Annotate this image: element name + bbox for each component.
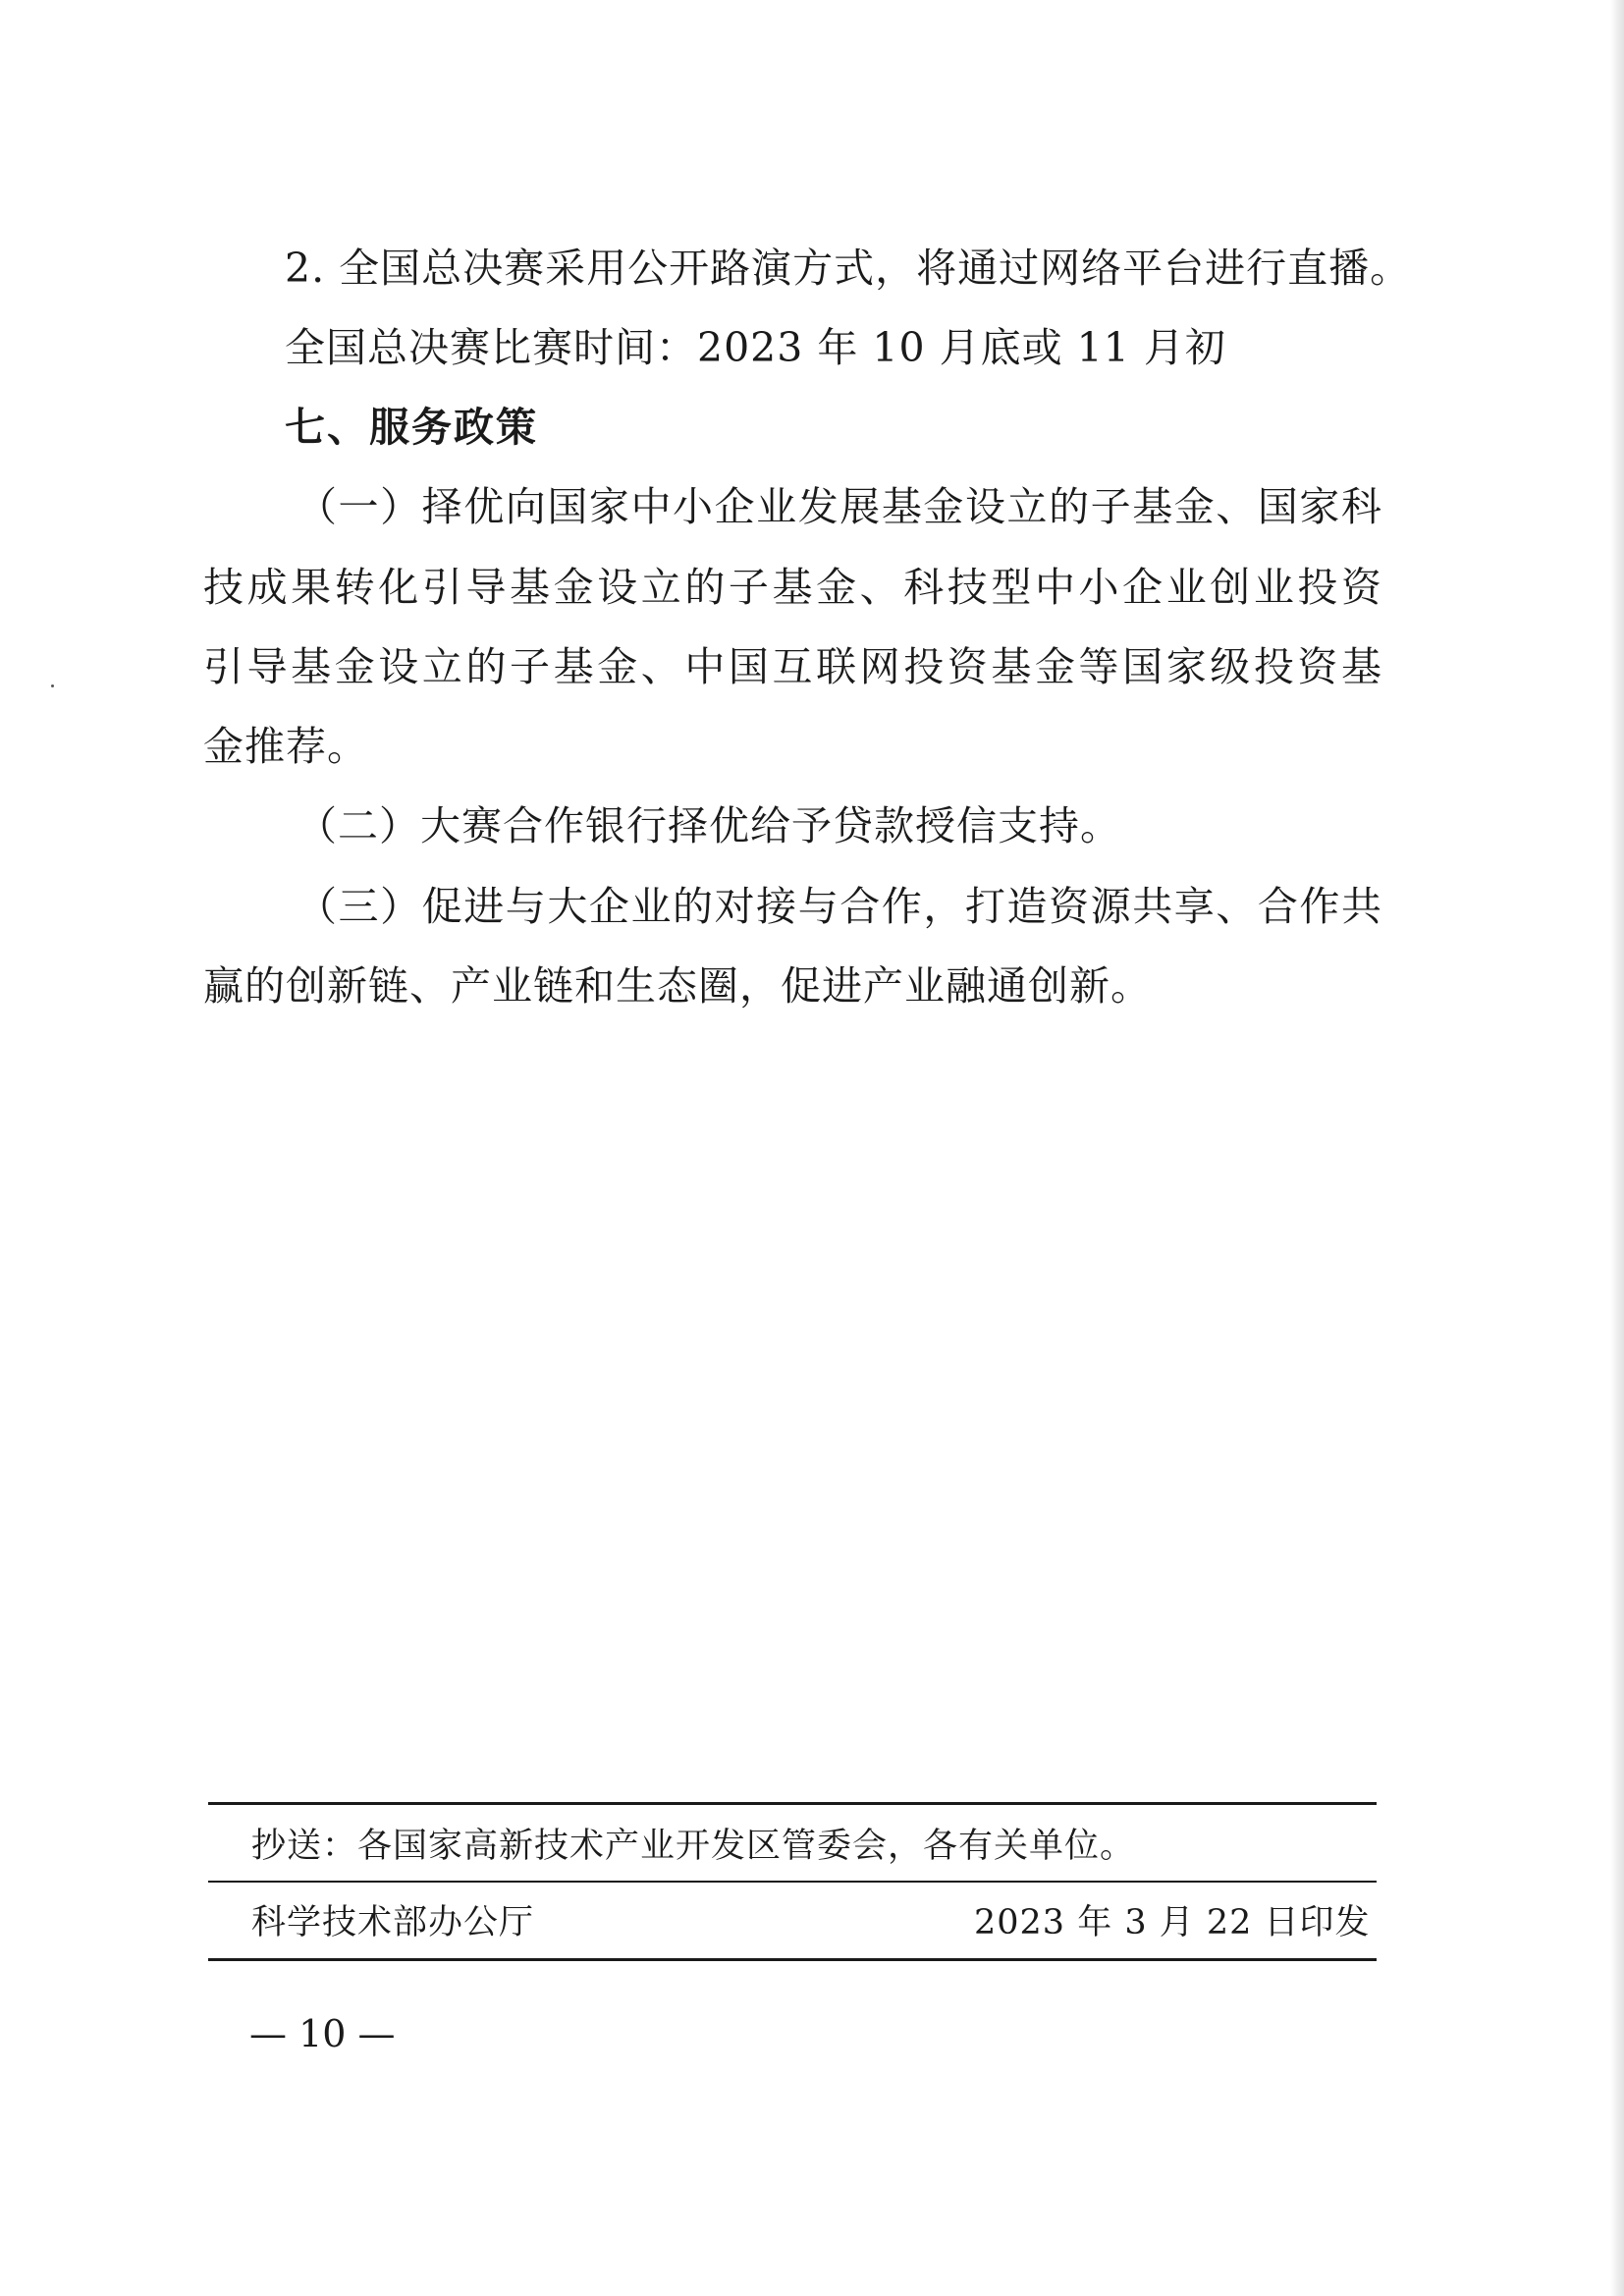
final-time-text: 全国总决赛比赛时间：2023 年 10 月底或 11 月初 — [285, 324, 1226, 371]
policy-3-line: 赢的创新链、产业链和生态圈，促进产业融通创新。 — [203, 962, 1152, 1010]
policy-2-text: （二）大赛合作银行择优给予贷款授信支持。 — [297, 802, 1121, 849]
footer-top-rule — [208, 1802, 1377, 1805]
policy-1-line: 引导基金设立的子基金、中国互联网投资基金等国家级投资基 — [203, 643, 1381, 690]
cc-line: 抄送：各国家高新技术产业开发区管委会，各有关单位。 — [251, 1827, 1136, 1866]
issuer-name: 科学技术部办公厅 — [251, 1903, 535, 1942]
policy-1-line: （一）择优向国家中小企业发展基金设立的子基金、国家科 — [297, 483, 1381, 530]
scan-speck — [51, 684, 54, 687]
footer-middle-rule — [208, 1881, 1377, 1883]
page-number: — 10 — — [249, 2012, 396, 2055]
policy-3-line: （三）促进与大企业的对接与合作，打造资源共享、合作共 — [297, 883, 1381, 930]
section-heading: 七、服务政策 — [285, 404, 538, 451]
page-edge-shadow — [1610, 0, 1624, 2296]
policy-1-line: 金推荐。 — [203, 723, 368, 770]
footer-bottom-rule — [208, 1958, 1377, 1961]
item-2-text: 2. 全国总决赛采用公开路演方式，将通过网络平台进行直播。 — [285, 245, 1412, 292]
policy-1-line: 技成果转化引导基金设立的子基金、科技型中小企业创业投资 — [203, 564, 1381, 611]
issue-date: 2023 年 3 月 22 日印发 — [974, 1903, 1371, 1942]
